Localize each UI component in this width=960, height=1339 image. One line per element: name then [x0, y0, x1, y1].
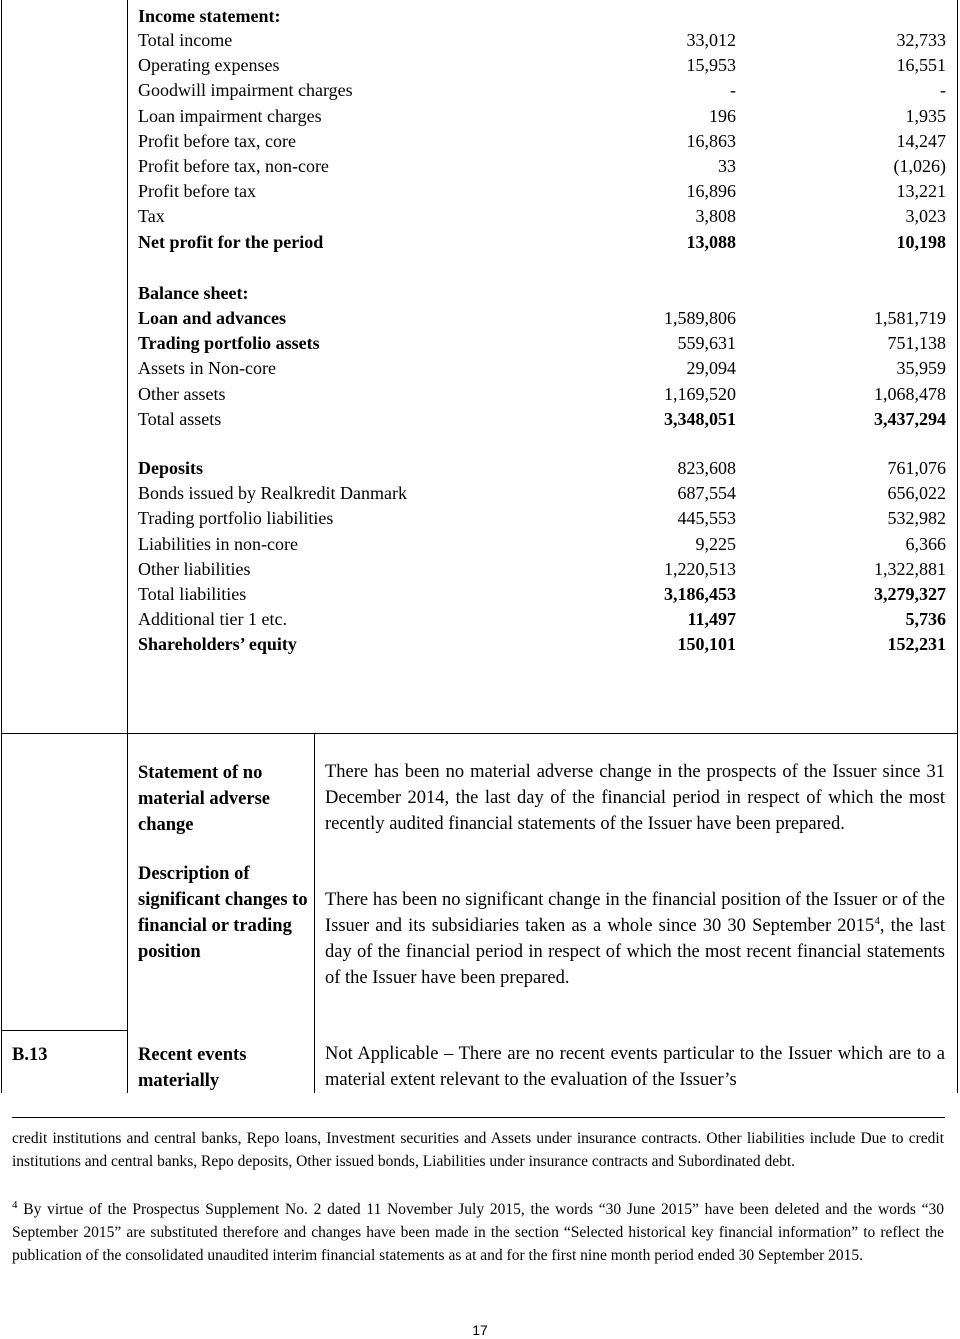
income-row: [138, 204, 946, 228]
no-adverse-change-text: There has been no material adverse change in the prospects of the Issuer since 31 December 2014, the last day of the financial period in respect of which the most recently audited financial statements of the Issuer have been prepared.: [325, 762, 945, 834]
footnote-4-text: By virtue of the Prospectus Supplement No. 2 dated 11 November July 2015, the words “30 June 2015” have been deleted and the words “30 September 2015” are substituted therefore and changes have been made in the section “Selected historical key financial information” to reflect the publication of the consolidated unaudited interim financial statements as at and for the first nine month period ended 30 September 2015.: [12, 1201, 944, 1264]
balance-row: [138, 407, 946, 431]
liability-value-current: 823,608: [677, 458, 736, 478]
liability-label: Liabilities in non-core: [138, 533, 298, 554]
income-label: Net profit for the period: [138, 231, 324, 252]
footnote-continued: credit institutions and central banks, Repo loans, Investment securities and Assets under insurance contracts. Other liabilities include Due to credit institutions and central banks, Repo deposits, Other issued bonds, Liabilities under insurance contracts and Subordinated debt.: [12, 1130, 944, 1170]
table-right-border-bottom: [957, 733, 958, 1093]
liability-value-prior: 152,231: [887, 634, 946, 655]
income-label: Profit before tax, core: [138, 130, 296, 151]
income-value-prior: 14,247: [896, 130, 946, 151]
income-value-current: 3,808: [695, 206, 736, 227]
income-value-prior: (1,026): [893, 156, 946, 176]
income-row: [138, 129, 946, 153]
income-row: [138, 78, 946, 102]
income-row: [138, 154, 946, 178]
liability-value-current: 1,220,513: [664, 558, 736, 579]
table-left-border-top: [1, 0, 2, 733]
liability-value-current: 3,186,453: [664, 584, 736, 604]
liability-label: Additional tier 1 etc.: [138, 609, 287, 630]
liability-value-prior: 761,076: [887, 458, 946, 478]
income-label: Profit before tax: [138, 181, 256, 202]
income-value-current: -: [730, 80, 736, 101]
liability-label: Trading portfolio liabilities: [138, 508, 334, 529]
footnote-ref-4[interactable]: 4: [874, 914, 880, 927]
income-label: Loan impairment charges: [138, 105, 322, 126]
balance-row: [138, 306, 946, 330]
balance-value-prior: 1,068,478: [874, 383, 946, 404]
liability-value-current: 687,554: [677, 483, 736, 504]
balance-row: [138, 382, 946, 406]
balance-row: [138, 356, 946, 380]
balance-value-current: 29,094: [686, 358, 736, 379]
income-label: Tax: [138, 206, 165, 227]
income-statement-title: Income statement:: [138, 6, 281, 26]
balance-row: [138, 331, 946, 355]
liability-label: Shareholders’ equity: [138, 634, 297, 655]
income-value-current: 196: [709, 105, 736, 126]
recent-events-heading: Recent events materially: [138, 1045, 247, 1091]
income-value-current: 33: [718, 156, 736, 176]
income-value-prior: 32,733: [896, 30, 946, 50]
liability-value-prior: 5,736: [905, 609, 946, 630]
balance-value-prior: 751,138: [887, 333, 946, 354]
liability-row: [138, 632, 946, 656]
balance-label: Loan and advances: [138, 308, 287, 328]
income-value-prior: 13,221: [896, 181, 946, 202]
liability-value-current: 11,497: [687, 609, 736, 630]
income-value-current: 16,863: [686, 130, 736, 151]
liability-row: [138, 582, 946, 606]
table-right-border-top: [957, 0, 958, 733]
balance-label: Assets in Non-core: [138, 358, 276, 379]
liability-label: Bonds issued by Realkredit Danmark: [138, 483, 407, 504]
liability-value-prior: 1,322,881: [874, 558, 946, 579]
income-label: Operating expenses: [138, 55, 280, 76]
liability-value-prior: 6,366: [905, 533, 946, 554]
income-row: [138, 53, 946, 77]
liability-value-current: 9,225: [695, 533, 736, 554]
income-row: [138, 28, 946, 52]
liability-row: [138, 456, 946, 480]
balance-value-prior: 3,437,294: [874, 408, 946, 429]
liability-label: Other liabilities: [138, 558, 251, 579]
balance-value-current: 1,589,806: [664, 308, 736, 328]
income-label: Total income: [138, 30, 233, 50]
income-value-prior: 10,198: [896, 231, 946, 252]
balance-label: Total assets: [138, 408, 222, 429]
liability-value-prior: 3,279,327: [874, 584, 946, 604]
income-value-prior: 1,935: [905, 105, 946, 126]
footnote-4: [12, 1198, 944, 1267]
income-row: [138, 230, 946, 254]
liability-label: Deposits: [138, 458, 204, 478]
footnote-separator: [12, 1117, 945, 1118]
liability-row: [138, 532, 946, 556]
page-number: 17: [472, 1322, 488, 1338]
income-label: Profit before tax, non-core: [138, 156, 329, 176]
balance-label: Other assets: [138, 383, 226, 404]
section-divider: [2, 1030, 127, 1031]
table-inner-divider-bottom: [314, 733, 315, 1093]
significant-changes-text-b: , the last day of the financial period in respect of which the most recent financial statements of the Issuer have been prepared.: [325, 916, 945, 988]
income-value-current: 13,088: [686, 231, 736, 252]
recent-events-text: Not Applicable – There are no recent events particular to the Issuer which are to a material extent relevant to the evaluation of the Issuer’s: [325, 1044, 945, 1090]
liability-label: Total liabilities: [138, 584, 247, 604]
table-left-border-bottom: [1, 733, 2, 1093]
income-value-current: 15,953: [686, 55, 736, 76]
balance-value-current: 3,348,051: [664, 408, 736, 429]
table-column-divider-bottom: [127, 733, 128, 1093]
liability-value-prior: 656,022: [887, 483, 946, 504]
liability-value-current: 150,101: [677, 634, 736, 655]
balance-value-current: 1,169,520: [664, 383, 736, 404]
table-row-divider: [1, 733, 958, 734]
b13-code: B.13: [12, 1045, 48, 1065]
no-adverse-change-heading: Statement of no material adverse change: [138, 763, 271, 835]
liability-row: [138, 607, 946, 631]
income-value-prior: 16,551: [896, 55, 946, 76]
footnote-4-mark: 4: [12, 1198, 18, 1211]
income-value-current: 33,012: [686, 30, 736, 50]
table-column-divider-top: [127, 0, 128, 733]
income-value-prior: 3,023: [905, 206, 946, 227]
significant-changes-text-a: There has been no significant change in the financial position of the Issuer or of the Issuer and its subsidiaries taken as a whole since 30 30 September 2015: [325, 890, 945, 936]
balance-sheet-title: Balance sheet:: [138, 283, 249, 303]
liability-value-prior: 532,982: [887, 508, 946, 529]
balance-label: Trading portfolio assets: [138, 333, 320, 354]
income-row: [138, 179, 946, 203]
income-label: Goodwill impairment charges: [138, 80, 353, 101]
liability-row: [138, 557, 946, 581]
balance-value-prior: 1,581,719: [874, 308, 946, 328]
liability-row: [138, 481, 946, 505]
significant-changes-text: [325, 887, 945, 991]
income-value-prior: -: [940, 80, 946, 101]
balance-value-current: 559,631: [677, 333, 736, 354]
liability-row: [138, 506, 946, 530]
balance-value-prior: 35,959: [896, 358, 946, 379]
significant-changes-heading: Description of significant changes to financial or trading position: [138, 864, 308, 962]
liability-value-current: 445,553: [677, 508, 736, 529]
income-row: [138, 104, 946, 128]
income-value-current: 16,896: [686, 181, 736, 202]
